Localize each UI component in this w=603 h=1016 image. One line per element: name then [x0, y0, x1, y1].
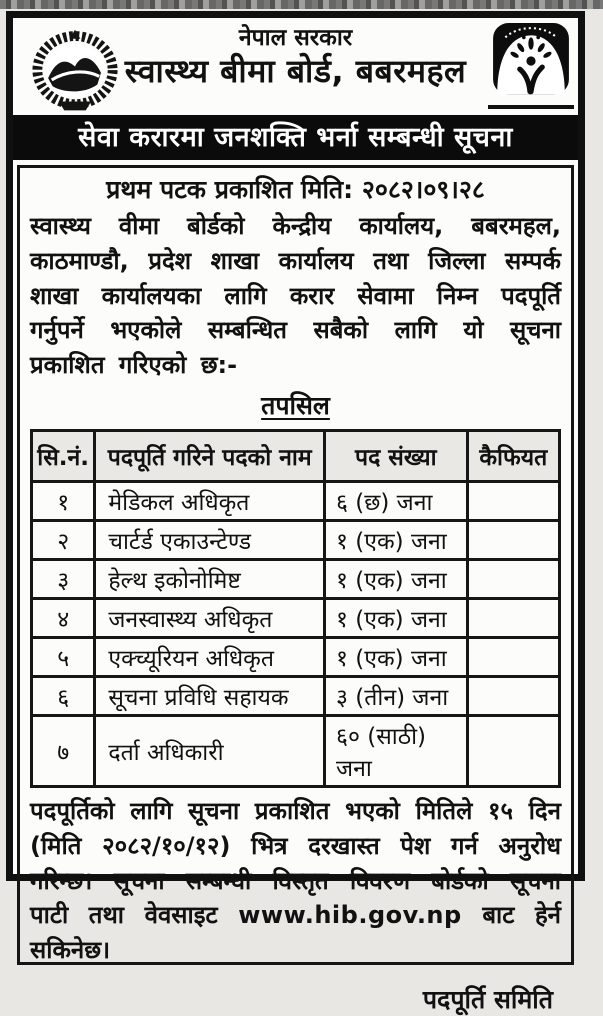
- scan-noise-strip: [0, 0, 603, 9]
- intro-paragraph: स्वास्थ्य वीमा बोर्डको केन्द्रीय कार्यालय, बबरमहल, काठमाण्डौ, प्रदेश शाखा कार्यालय तथा जिल्ला सम्पर्क शाखा कार्यालयका लागि करार सेवामा निम्न पदपूर्ति गर्नुपर्ने भएकोले सम्बन्धित सबैको लागि यो सूचना प्रकाशित गरिएको छ:-: [30, 212, 561, 380]
- government-title: नेपाल सरकार: [238, 25, 353, 51]
- serial-number-cell: १: [32, 481, 95, 520]
- remarks-cell: [467, 676, 559, 715]
- post-name-cell: एक्च्यूरियन अधिकृत: [95, 637, 325, 676]
- website-url: www.hib.gov.np: [238, 901, 462, 930]
- serial-number-cell: ५: [32, 637, 95, 676]
- table-header-row: [32, 430, 560, 481]
- post-count-header: पद संख्या: [325, 430, 468, 481]
- table-row: [32, 715, 560, 786]
- organization-title: स्वास्थ्य बीमा बोर्ड, बबरमहल: [124, 52, 467, 91]
- remarks-cell: [467, 520, 559, 559]
- remarks-header: कैफियत: [467, 430, 559, 481]
- notice-frame: [6, 11, 585, 1014]
- post-name-cell: जनस्वास्थ्य अधिकृत: [95, 598, 325, 637]
- nepal-government-emblem-icon: [29, 28, 121, 114]
- remarks-cell: [467, 598, 559, 637]
- remarks-cell: [467, 559, 559, 598]
- post-count-cell: १ (एक) जना: [325, 520, 468, 559]
- signature-line: पदपूर्ति समिति: [422, 984, 553, 1014]
- table-row: [32, 598, 560, 637]
- table-row: [32, 520, 560, 559]
- post-count-cell: १ (एक) जना: [325, 559, 468, 598]
- vacancy-table: [30, 429, 561, 788]
- serial-number-cell: २: [32, 520, 95, 559]
- remarks-cell: [467, 715, 559, 786]
- post-name-cell: चार्टर्ड एकाउन्टेण्ड: [95, 520, 325, 559]
- table-row: [32, 481, 560, 520]
- schedule-heading: तपसिल: [261, 390, 330, 420]
- post-count-cell: ६ (छ) जना: [325, 481, 468, 520]
- published-date-line: प्रथम पटक प्रकाशित मिति: २०८२।०९।२८: [106, 175, 485, 204]
- content-box: [17, 165, 574, 1014]
- table-row: [32, 637, 560, 676]
- serial-number-cell: ३: [32, 559, 95, 598]
- post-name-cell: हेल्थ इकोनोमिष्ट: [95, 559, 325, 598]
- table-row: [32, 676, 560, 715]
- closing-text-part1: पदपूर्तिको लागि सूचना प्रकाशित भएको मितिले १५ दिन (मिति २०८२/१०/१२) भित्र दरखास्त पेश गर्न अनुरोध गरिन्छ। सूचना सम्बन्धी विस्तृत विवरण बोर्डको सूचना पाटी तथा वेवसाइट: [30, 796, 561, 930]
- post-count-cell: ३ (तीन) जना: [325, 676, 468, 715]
- health-insurance-board-logo-icon: [492, 22, 570, 114]
- logo-underline: [488, 105, 574, 109]
- post-name-cell: मेडिकल अधिकृत: [95, 481, 325, 520]
- serial-number-header: सि.नं.: [32, 430, 95, 481]
- post-name-cell: दर्ता अधिकारी: [95, 715, 325, 786]
- post-name-header: पदपूर्ति गरिने पदको नाम: [95, 430, 325, 481]
- remarks-cell: [467, 637, 559, 676]
- closing-text-part2: बाट हेर्न सकिनेछ।: [30, 901, 562, 965]
- table-body: [32, 481, 560, 786]
- table-row: [32, 559, 560, 598]
- closing-paragraph: [30, 794, 561, 968]
- serial-number-cell: ६: [32, 676, 95, 715]
- notice-title-banner: सेवा करारमा जनशक्ति भर्ना सम्बन्धी सूचना: [13, 115, 578, 160]
- serial-number-cell: ४: [32, 598, 95, 637]
- post-count-cell: १ (एक) जना: [325, 637, 468, 676]
- remarks-cell: [467, 481, 559, 520]
- post-count-cell: ६० (साठी) जना: [325, 715, 468, 786]
- post-name-cell: सूचना प्रविधि सहायक: [95, 676, 325, 715]
- notice-header: [13, 18, 578, 115]
- post-count-cell: १ (एक) जना: [325, 598, 468, 637]
- serial-number-cell: ७: [32, 715, 95, 786]
